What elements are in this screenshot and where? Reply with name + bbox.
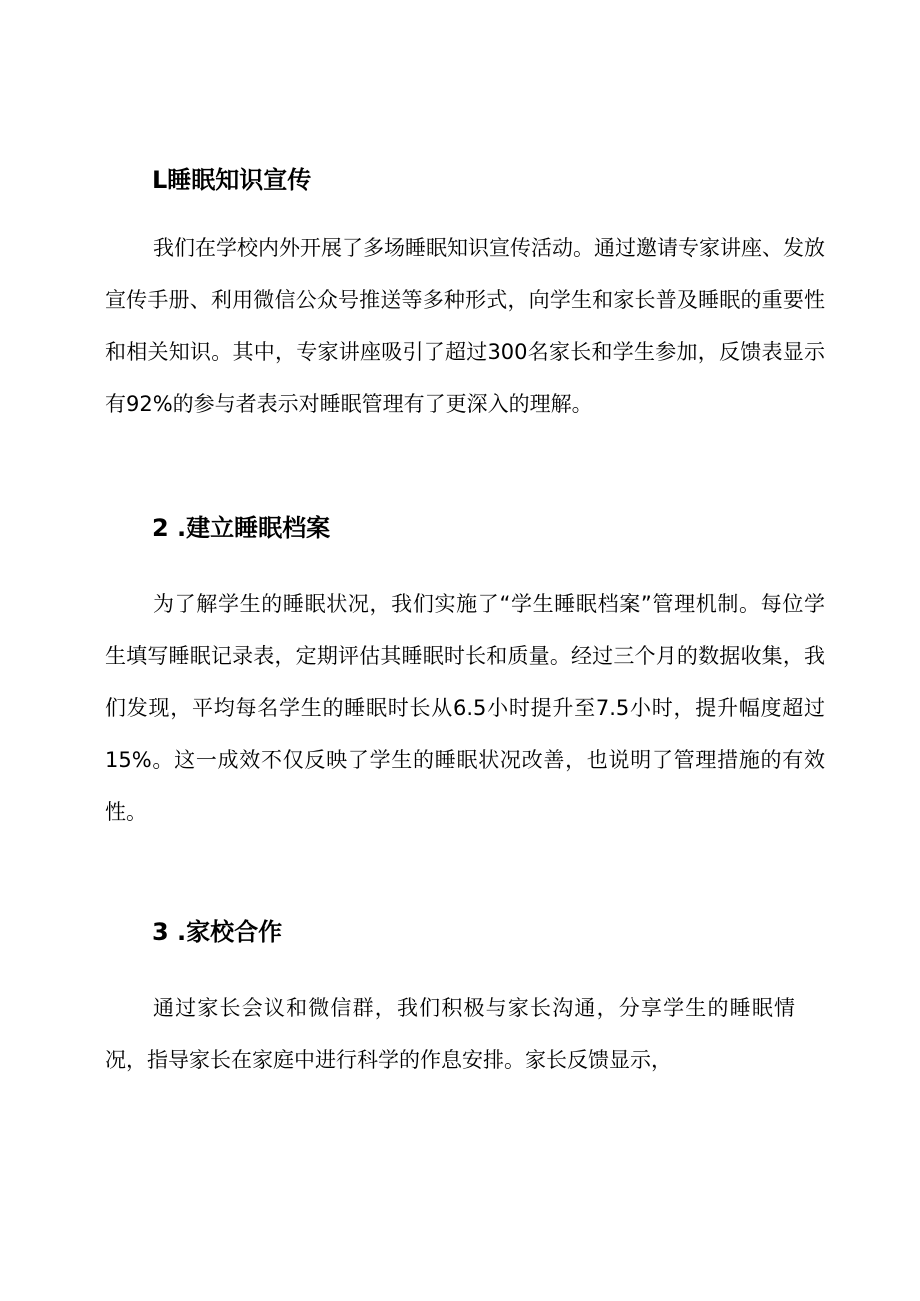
- section-heading-sleep-knowledge: L睡眠知识宣传: [152, 166, 312, 194]
- section-paragraph-sleep-knowledge: 我们在学校内外开展了多场睡眠知识宣传活动。通过邀请专家讲座、发放宣传手册、利用微信公众号推送等多种形式，向学生和家长普及睡眠的重要性和相关知识。其中，专家讲座吸引了超过300名家长和学生参加，反馈表显示有92%的参与者表示对睡眠管理有了更深入的理解。: [105, 236, 825, 416]
- section-heading-home-school: 3 .家校合作: [152, 918, 283, 946]
- section-paragraph-sleep-records: 为了解学生的睡眠状况，我们实施了“学生睡眠档案”管理机制。每位学生填写睡眠记录表，定期评估其睡眠时长和质量。经过三个月的数据收集，我们发现，平均每名学生的睡眠时长从6.5小时提升至7.5小时，提升幅度超过15%。这一成效不仅反映了学生的睡眠状况改善，也说明了管理措施的有效性。: [105, 592, 825, 824]
- section-paragraph-home-school: 通过家长会议和微信群，我们积极与家长沟通，分享学生的睡眠情况，指导家长在家庭中进行科学的作息安排。家长反馈显示，: [105, 996, 795, 1072]
- section-heading-sleep-records: 2 .建立睡眠档案: [152, 514, 331, 542]
